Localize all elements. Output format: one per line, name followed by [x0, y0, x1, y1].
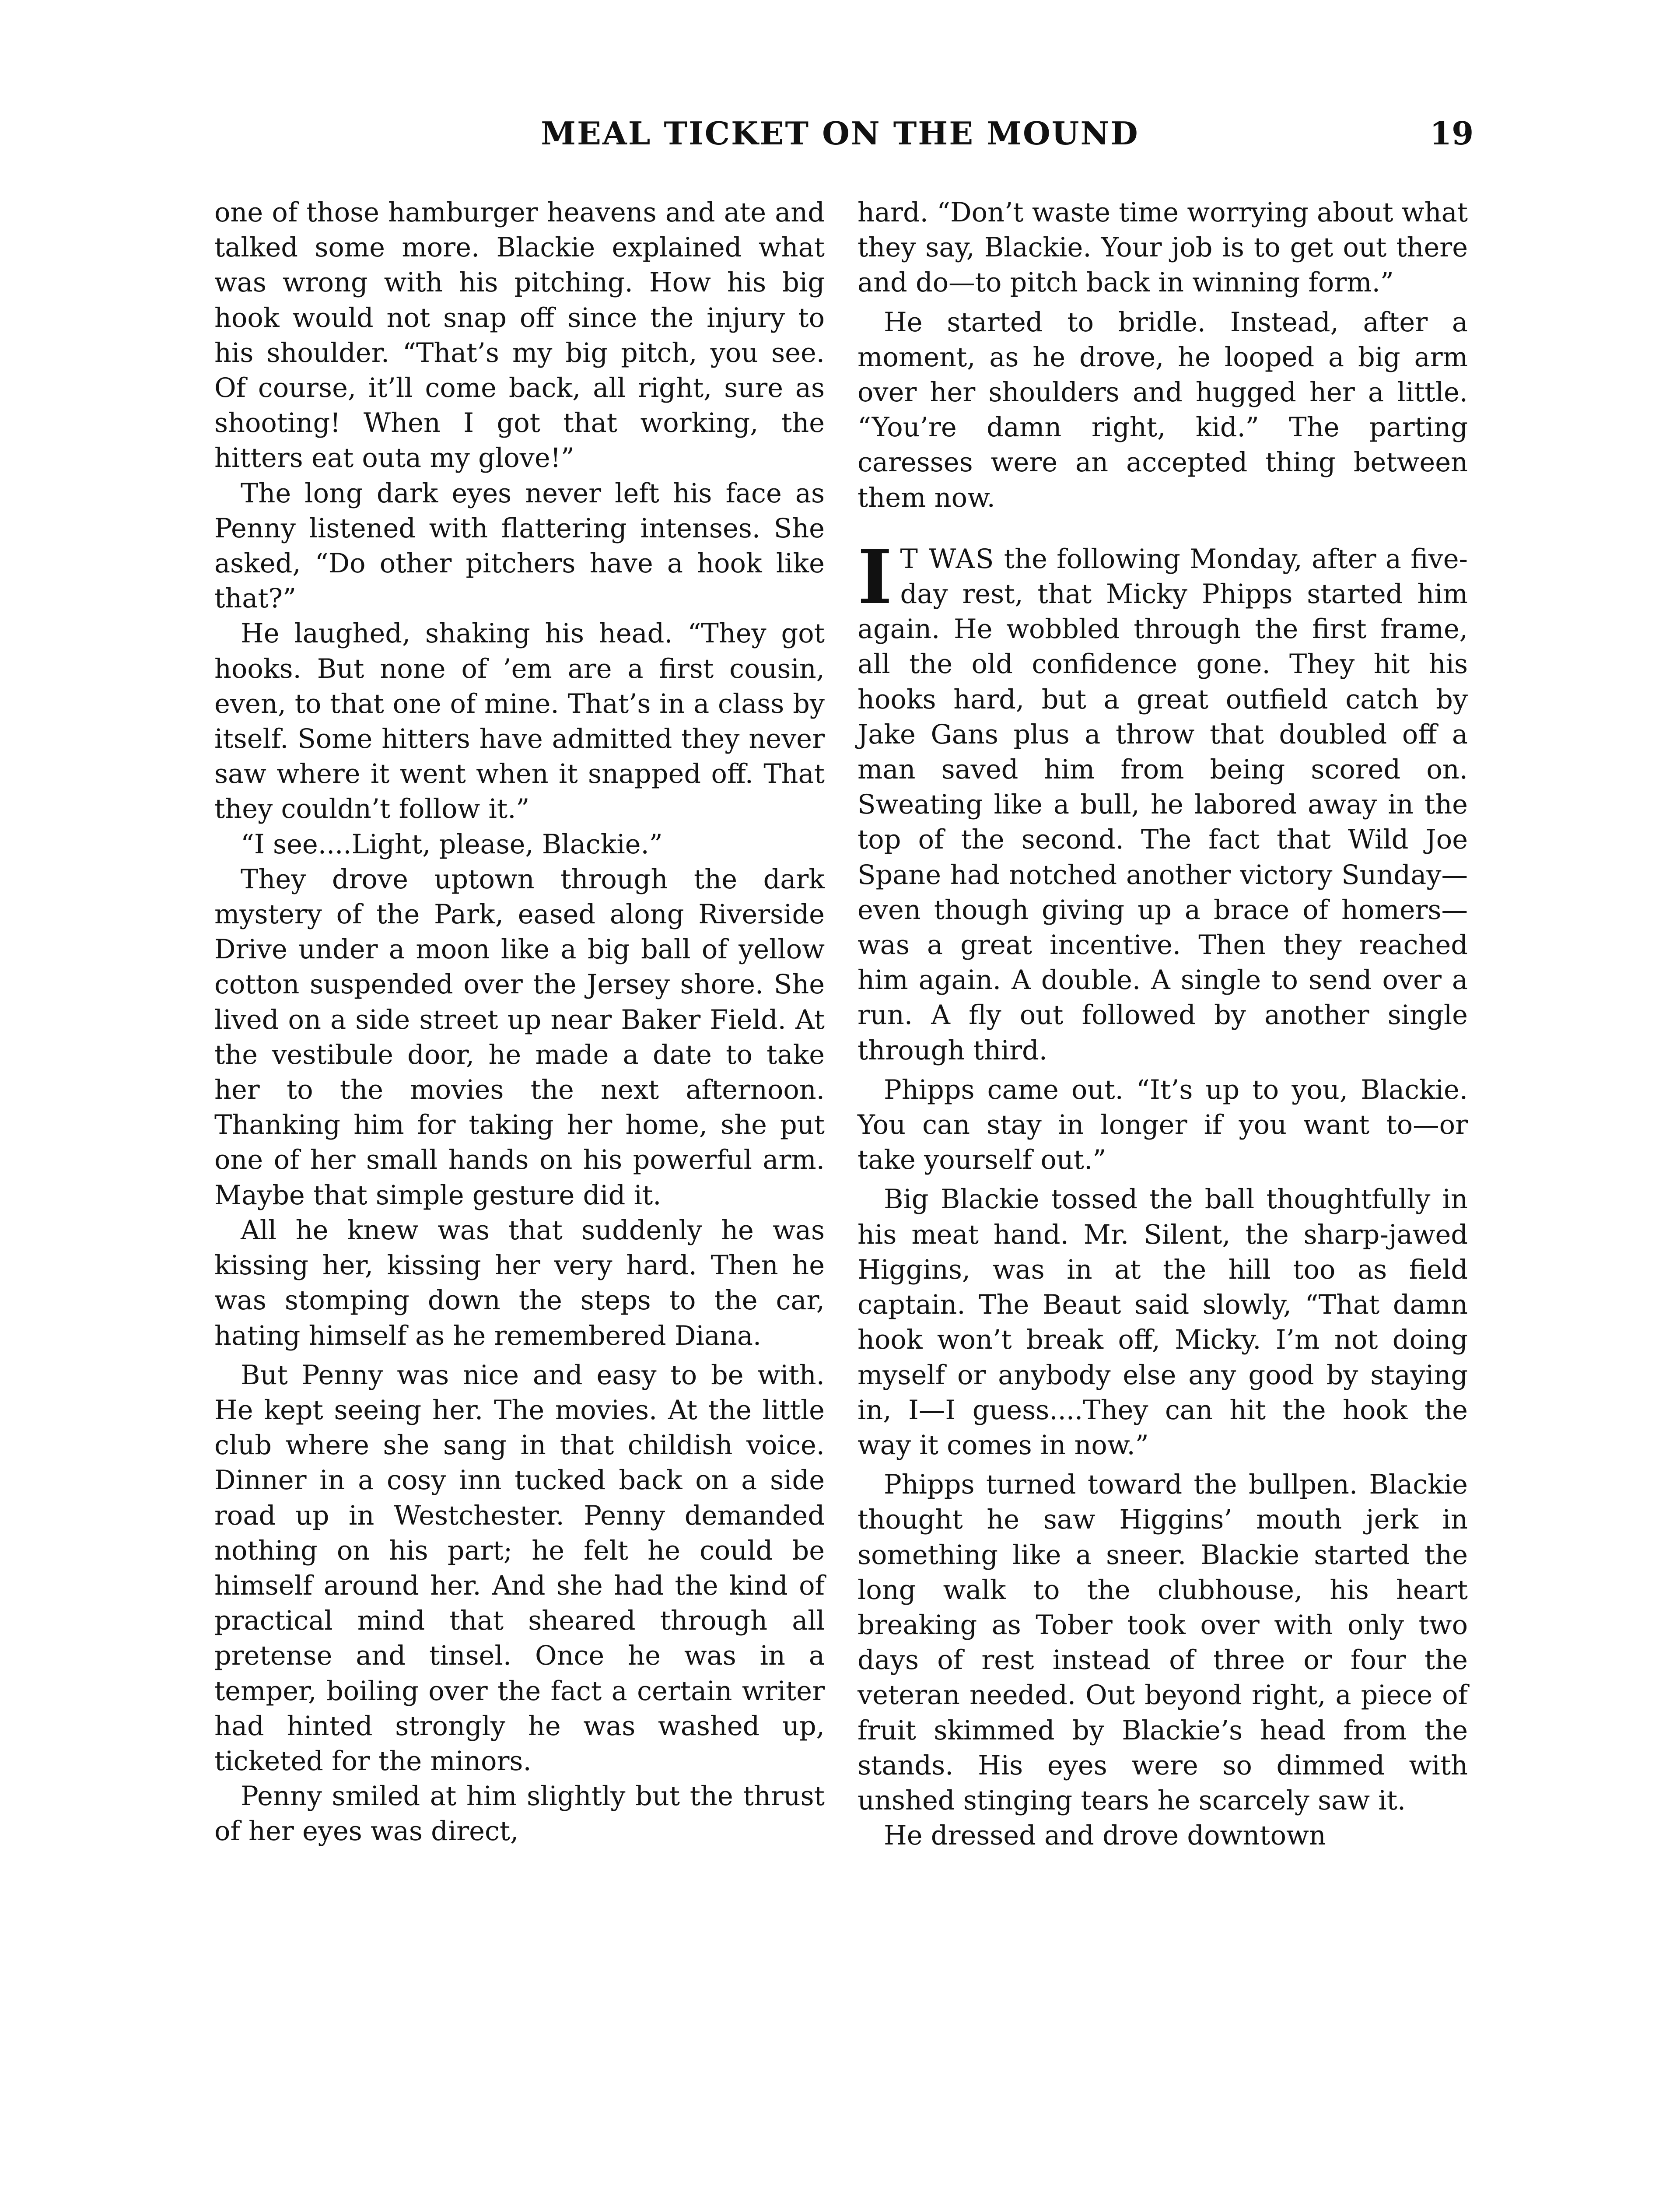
paragraph: They drove uptown through the dark mystery of the Park, eased along Riverside Drive under a moon like a big ball of yellow cotton suspended over the Jersey shore. She lived on a side street up near Baker Field. At the vestibule door, he made a date to take her to the movies the next afternoon. Thanking him for taking her home, she put one of her small hands on his powerful arm. Maybe that simple gesture did it.	[214, 864, 825, 1211]
paragraph: Phipps came out. “It’s up to you, Blackie. You can stay in longer if you want to—or take yourself out.”	[858, 1074, 1468, 1176]
paragraph: Penny smiled at him slightly but the thrust of her eyes was direct,	[214, 1781, 825, 1847]
lead-in-text: the following Monday, after a five-day rest, that Micky Phipps started him again. He wobbled through the first frame, all the old confidence gone. They hit his hooks hard, but a great outfield catch by Jake Gans plus a throw that doubled off a man saved him from being scored on. Sweating like a bull, he labored away in the top of the second. The fact that Wild Joe Spane had notched another victory Sunday—even though giving up a brace of homers—was a great incentive. Then they reached him again. A double. A single to send over a run. A fly out followed by another single through third.	[858, 543, 1468, 1066]
text-column-left	[214, 195, 825, 1849]
paragraph: The long dark eyes never left his face as Penny listened with flattering intenses. She asked, “Do other pitchers have a hook like that?”	[214, 478, 825, 614]
paragraph: But Penny was nice and easy to be with. He kept seeing her. The movies. At the little club where she sang in that childish voice. Dinner in a cosy inn tucked back on a side road up in Westchester. Penny demanded nothing on his part; he felt he could be himself around her. And she had the kind of practical mind that sheared through all pretense and tinsel. Once he was in a temper, boiling over the fact a certain writer had hinted strongly he was washed up, ticketed for the minors.	[214, 1360, 825, 1777]
paragraph: He laughed, shaking his head. “They got hooks. But none of ’em are a first cousin, even, to that one of mine. That’s in a class by itself. Some hitters have admitted they never saw where it went when it snapped off. That they couldn’t follow it.”	[214, 618, 825, 825]
lead-in-caps: T WAS	[900, 543, 995, 575]
page-number: 19	[1430, 115, 1474, 152]
section-opening-paragraph	[858, 533, 1468, 1068]
paragraph: All he knew was that suddenly he was kissing her, kissing her very hard. Then he was stomping down the steps to the car, hating himself as he remembered Diana.	[214, 1215, 825, 1351]
running-title: MEAL TICKET ON THE MOUND	[541, 115, 1139, 152]
paragraph: one of those hamburger heavens and ate and talked some more. Blackie explained what was wrong with his pitching. How his big hook would not snap off since the injury to his shoulder. “That’s my big pitch, you see. Of course, it’ll come back, all right, sure as shooting! When I got that working, the hitters eat outa my glove!”	[214, 197, 825, 474]
paragraph: Phipps turned toward the bullpen. Blackie thought he saw Higgins’ mouth jerk in something like a sneer. Blackie started the long walk to the clubhouse, his heart breaking as Tober took over with only two days of rest instead of three or four the veteran needed. Out beyond right, a piece of fruit skimmed by Blackie’s head from the stands. His eyes were so dimmed with unshed stinging tears he scarcely saw it.	[858, 1469, 1468, 1816]
paragraph: He started to bridle. Instead, after a moment, as he drove, he looped a big arm over her shoulders and hugged her a little. “You’re damn right, kid.” The parting caresses were an accepted thing between them now.	[858, 307, 1468, 513]
paragraph: “I see....Light, please, Blackie.”	[241, 829, 663, 860]
paragraph: He dressed and drove downtown	[884, 1820, 1326, 1851]
text-column-right	[858, 195, 1468, 1853]
paragraph: hard. “Don’t waste time worrying about what they say, Blackie. Your job is to get out there and do—to pitch back in winning form.”	[858, 197, 1468, 298]
drop-cap: I	[858, 533, 892, 621]
paragraph: Big Blackie tossed the ball thoughtfully in his meat hand. Mr. Silent, the sharp-jawed Higgins, was in at the hill too as field captain. The Beaut said slowly, “That damn hook won’t break off, Micky. I’m not doing myself or anybody else any good by staying in, I—I guess....They can hit the hook the way it comes in now.”	[858, 1184, 1468, 1461]
